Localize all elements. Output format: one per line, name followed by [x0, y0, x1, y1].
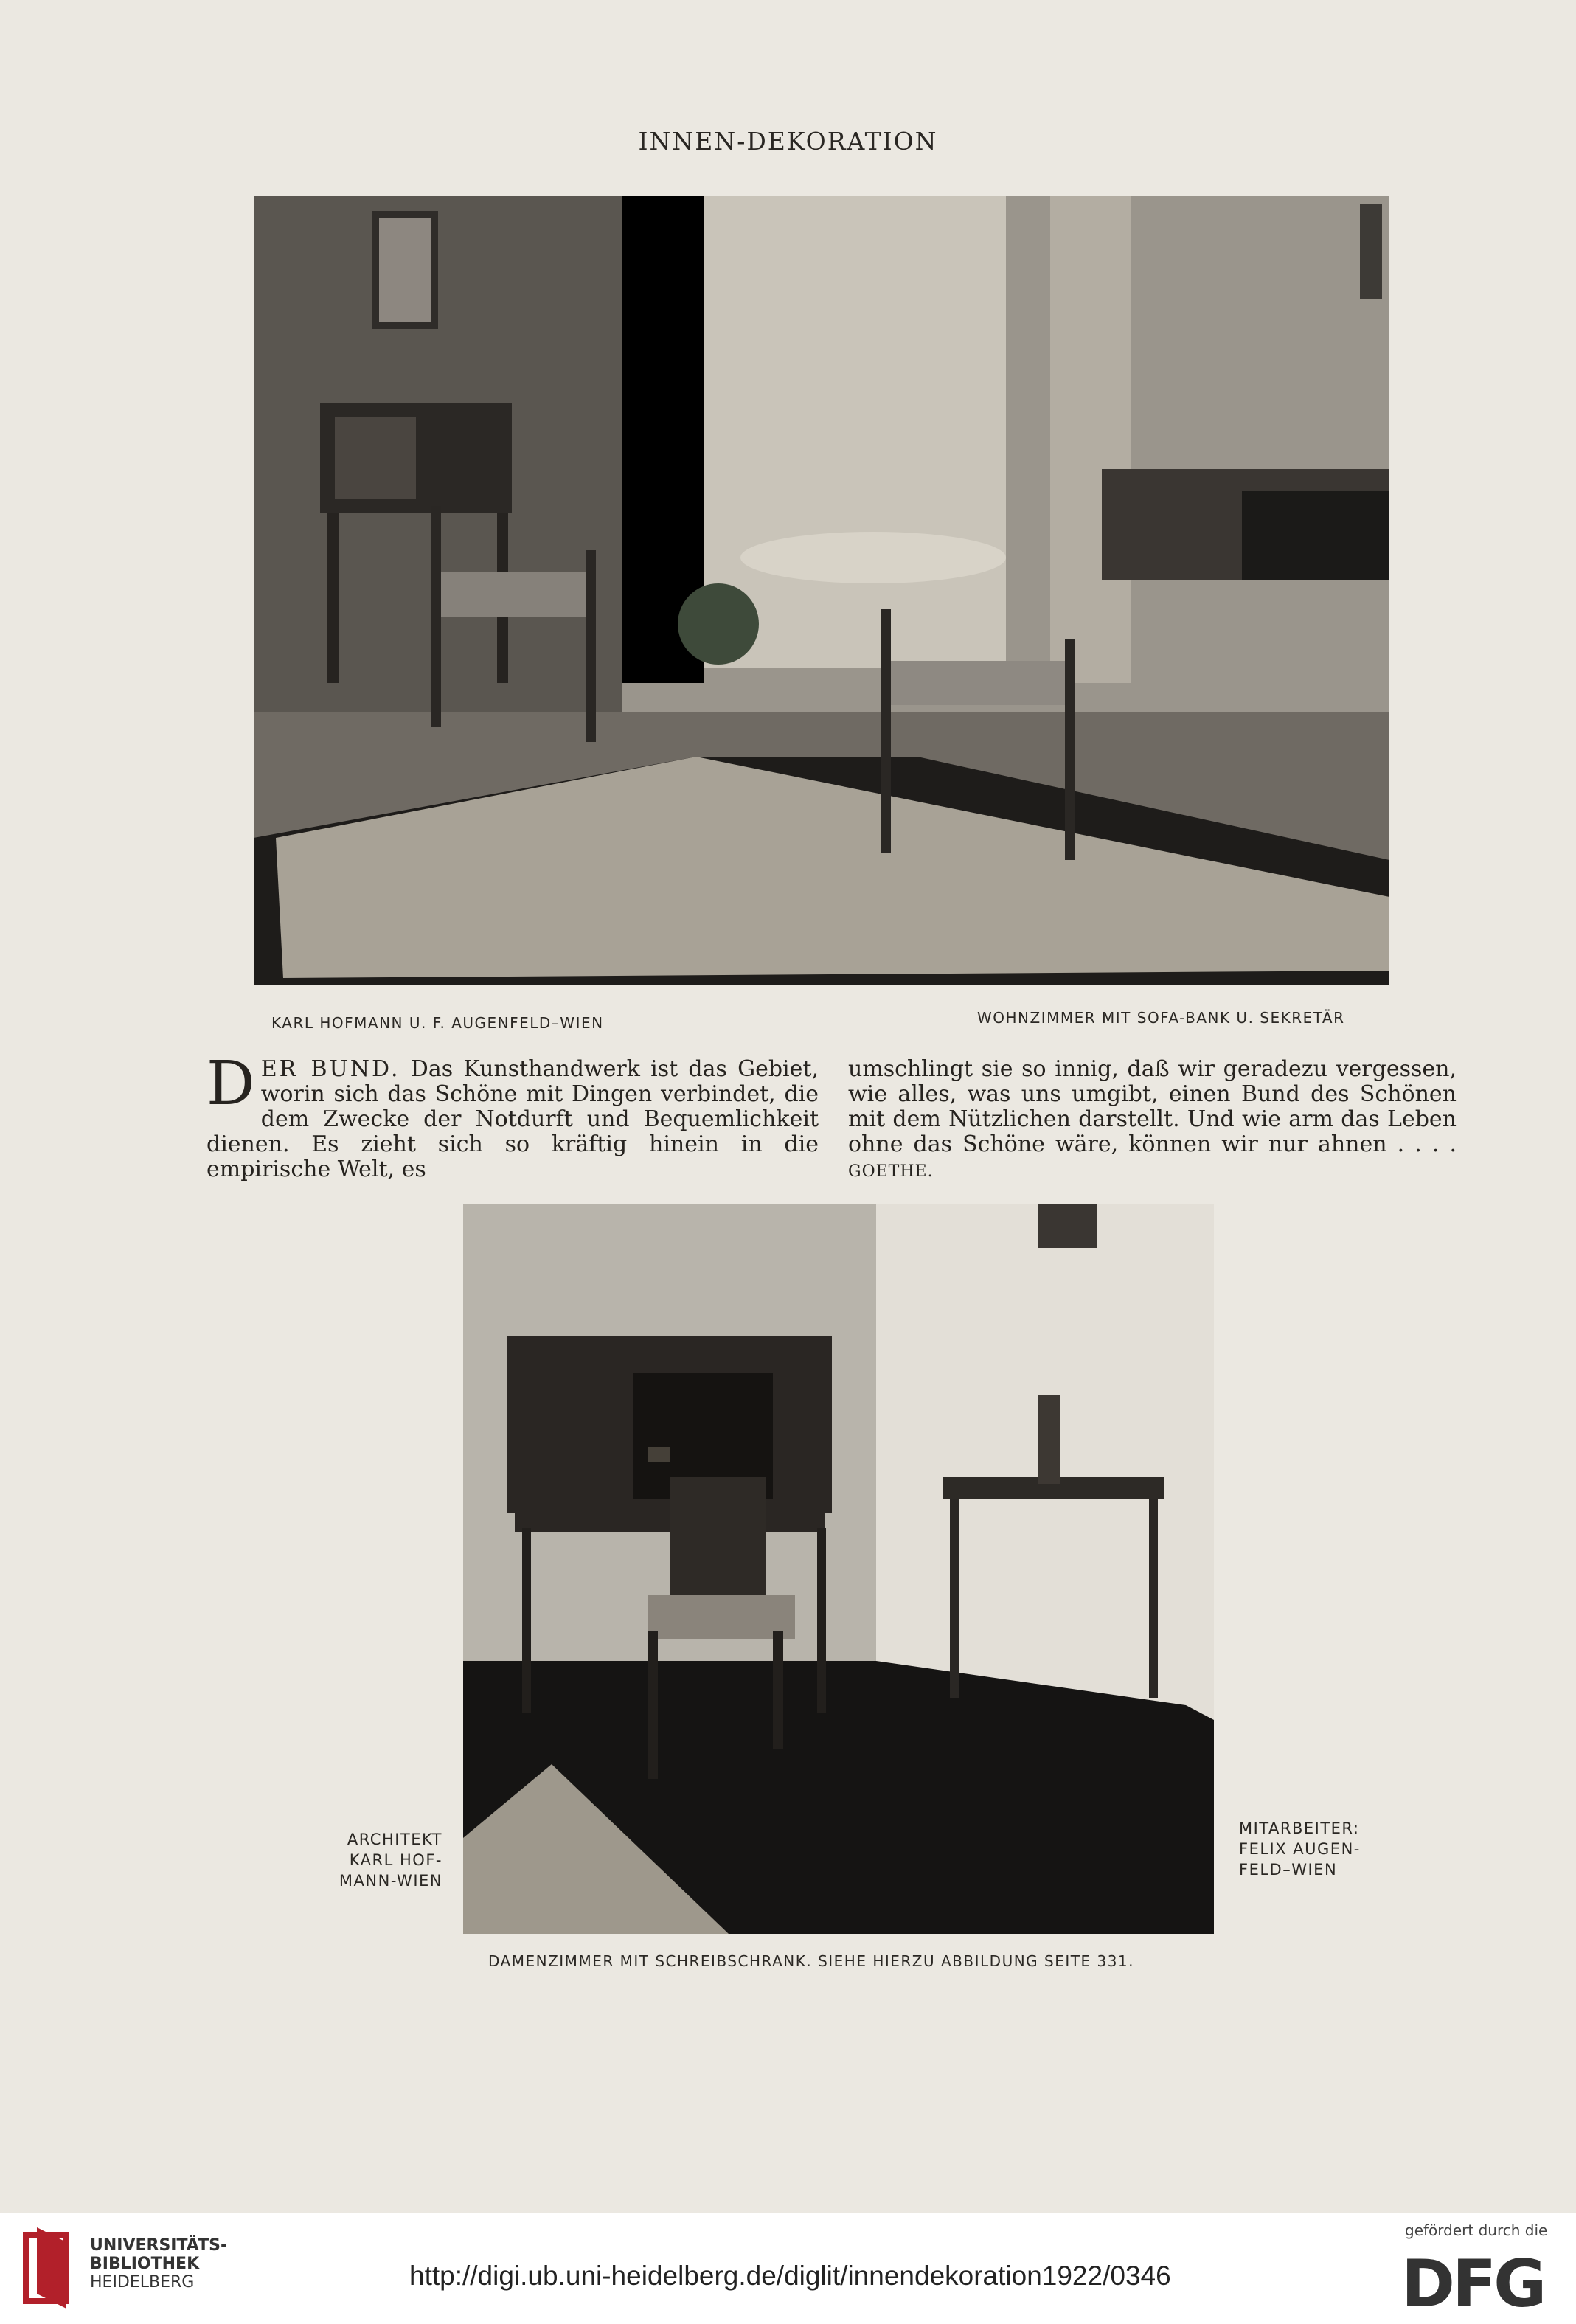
- credit-left-line: MANN-WIEN: [339, 1872, 442, 1890]
- credit-left-line: KARL HOF-: [349, 1851, 442, 1869]
- caption-right-photo1: WOHNZIMMER MIT SOFA-BANK U. SEKRETÄR: [977, 1009, 1345, 1027]
- funded-by-label: gefördert durch die: [1405, 2221, 1548, 2239]
- article-column-right: [848, 1057, 1457, 1184]
- quote-author: GOETHE.: [848, 1162, 934, 1181]
- credit-right: [1239, 1818, 1394, 1880]
- dfg-logo: DFG: [1401, 2246, 1544, 2322]
- article-text-left: Das Kunsthandwerk ist das Gebiet, worin sich das Schöne mit Dingen verbindet, die dem Zwecke der Notdurft und Bequemlichkeit dienen. Es zieht sich so kräftig hinein in die empirische Welt, es: [206, 1056, 819, 1182]
- photo-ladies-room: [463, 1204, 1214, 1934]
- credit-left-line: ARCHITEKT: [347, 1831, 442, 1848]
- credit-right-line: FELD–WIEN: [1239, 1861, 1338, 1879]
- caption-photo2: DAMENZIMMER MIT SCHREIBSCHRANK. SIEHE HIERZU ABBILDUNG SEITE 331.: [488, 1952, 1134, 1970]
- photo-living-room: [254, 196, 1389, 985]
- running-head: INNEN-DEKORATION: [638, 127, 938, 156]
- library-name-line: UNIVERSITÄTS-: [90, 2236, 228, 2255]
- library-logo-icon: [22, 2227, 77, 2309]
- permalink-url[interactable]: http://digi.ub.uni-heidelberg.de/diglit/innendekoration1922/0346: [409, 2261, 1171, 2291]
- article-title: ER BUND.: [260, 1056, 400, 1082]
- article-text-right: umschlingt sie so innig, daß wir geradezu vergessen, wie alles, was uns umgibt, einen Bund des Schönen mit dem Nützlichen darstellt. Und wie arm das Leben ohne das Schöne wäre, können wir nur ahnen . . . .: [848, 1056, 1457, 1157]
- library-name-line: BIBLIOTHEK: [90, 2255, 200, 2273]
- drop-cap: D: [206, 1049, 255, 1119]
- credit-right-line: FELIX AUGEN-: [1239, 1840, 1361, 1858]
- credit-right-line: MITARBEITER:: [1239, 1820, 1360, 1837]
- caption-left-photo1: KARL HOFMANN U. F. AUGENFELD–WIEN: [271, 1014, 604, 1032]
- article-column-left: [206, 1049, 819, 1182]
- library-name-line: HEIDELBERG: [90, 2273, 195, 2292]
- library-name: [90, 2236, 227, 2292]
- credit-left: [310, 1829, 442, 1891]
